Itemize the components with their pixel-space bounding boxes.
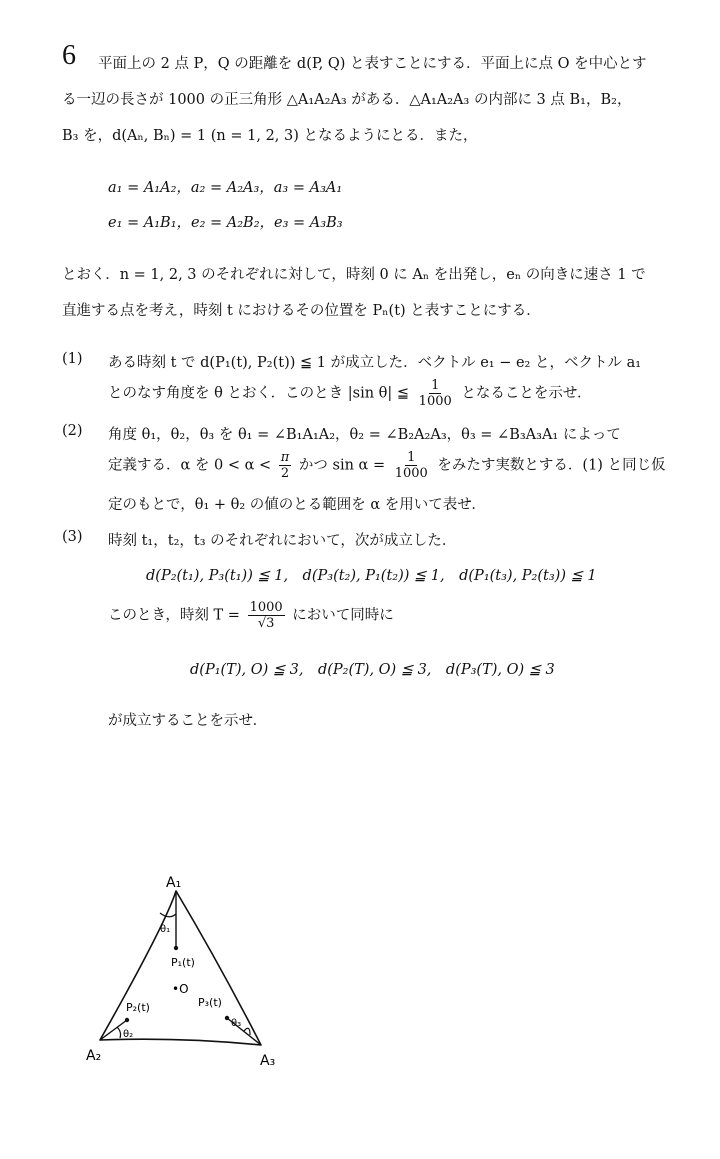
label-A1: A₁ — [166, 875, 182, 891]
angle-arc-theta2 — [117, 1027, 121, 1038]
q2-line-2-text-a: 定義する．α を 0 < α < — [108, 457, 272, 474]
q2-line-3: 定のもとで，θ₁ + θ₂ の値のとる範囲を α を用いて表せ． — [108, 497, 486, 513]
q1-line-1: ある時刻 t で d(P₁(t), P₂(t)) ≦ 1 が成立した．ベクトル e₁ − e₂ と，ベクトル a₁ — [108, 355, 642, 371]
point-P3 — [225, 1016, 229, 1020]
fraction-denominator: √3 — [257, 616, 275, 631]
label-A3: A₃ — [260, 1053, 276, 1069]
fraction-denominator: 1000 — [418, 394, 452, 409]
q1-label: (1) — [62, 351, 83, 367]
angle-arc-theta1 — [160, 913, 176, 917]
q3-line-2-text-a: このとき，時刻 T = — [108, 607, 240, 624]
after-line-1: とおく．n = 1, 2, 3 のそれぞれに対して，時刻 0 に Aₙ を出発し，eₙ の向きに速さ 1 で — [62, 267, 646, 283]
q2-line-1: 角度 θ₁，θ₂，θ₃ を θ₁ = ∠B₁A₁A₂，θ₂ = ∠B₂A₂A₃，θ₃ = ∠B₃A₃A₁ によって — [108, 427, 621, 443]
q3-line-2 — [108, 600, 394, 631]
q1-line-2-text: とのなす角度を θ とおく．このとき |sin θ| ≦ — [108, 385, 410, 402]
problem-number: 6 — [62, 40, 76, 71]
q3-label: (3) — [62, 529, 83, 545]
fraction-1-over-1000 — [417, 378, 454, 409]
label-A2: A₂ — [86, 1048, 102, 1064]
fraction-pi-over-2 — [279, 450, 292, 481]
fraction-numerator: 1 — [431, 378, 440, 393]
vector-e-definitions: e₁ = A₁B₁，e₂ = A₂B₂，e₃ = A₃B₃ — [108, 215, 343, 231]
q1-line-2 — [108, 378, 591, 409]
q2-line-2-text-c: をみたす実数とする．(1) と同じ仮 — [437, 457, 666, 474]
point-P2 — [125, 1018, 129, 1022]
q2-line-2-text-b: かつ sin α = — [298, 457, 386, 474]
q3-condition-1: d(P₂(t₁), P₃(t₁)) ≦ 1, d(P₃(t₂), P₁(t₂)) ≦ 1, d(P₁(t₃), P₂(t₃)) ≦ 1 — [146, 568, 597, 584]
q1-line-2-tail: となることを示せ． — [461, 385, 592, 402]
label-O: •O — [172, 982, 189, 996]
vector-a-definitions: a₁ = A₁A₂，a₂ = A₂A₃，a₃ = A₃A₁ — [108, 180, 343, 196]
label-P3: P₃(t) — [198, 996, 222, 1009]
label-P2: P₂(t) — [126, 1001, 150, 1014]
q2-line-2 — [108, 450, 666, 481]
q3-line-2-text-b: において同時に — [292, 607, 394, 624]
label-P1: P₁(t) — [171, 956, 195, 969]
intro-line-2: る一辺の長さが 1000 の正三角形 △A₁A₂A₃ がある．△A₁A₂A₃ の内部に 3 点 B₁，B₂， — [62, 92, 632, 108]
intro-line-3: B₃ を，d(Aₙ, Bₙ) = 1 (n = 1, 2, 3) となるようにとる．また， — [62, 128, 478, 144]
label-theta2: θ₂ — [123, 1029, 134, 1040]
q2-label: (2) — [62, 423, 83, 439]
triangle-figure — [80, 865, 300, 1070]
q3-line-3: が成立することを示せ． — [108, 713, 268, 729]
after-line-2: 直進する点を考え，時刻 t におけるその位置を Pₙ(t) と表すことにする． — [62, 303, 541, 319]
fraction-numerator: 1 — [407, 450, 416, 465]
q3-line-1: 時刻 t₁，t₂，t₃ のそれぞれにおいて，次が成立した． — [108, 533, 457, 549]
fraction-numerator: 1000 — [249, 600, 283, 615]
intro-line-1: 平面上の 2 点 P，Q の距離を d(P, Q) と表すことにする．平面上に点 O を中心とす — [98, 56, 647, 72]
q3-condition-2: d(P₁(T), O) ≦ 3, d(P₂(T), O) ≦ 3, d(P₃(T), O) ≦ 3 — [190, 662, 555, 678]
fraction-denominator: 1000 — [394, 466, 428, 481]
fraction-1-over-1000-b — [393, 450, 430, 481]
fraction-numerator: π — [280, 450, 290, 465]
fraction-denominator: 2 — [280, 466, 290, 481]
fraction-1000-over-sqrt3 — [248, 600, 285, 631]
label-theta3: θ₃ — [231, 1018, 242, 1029]
label-theta1: θ₁ — [160, 924, 171, 935]
point-P1 — [174, 946, 178, 950]
